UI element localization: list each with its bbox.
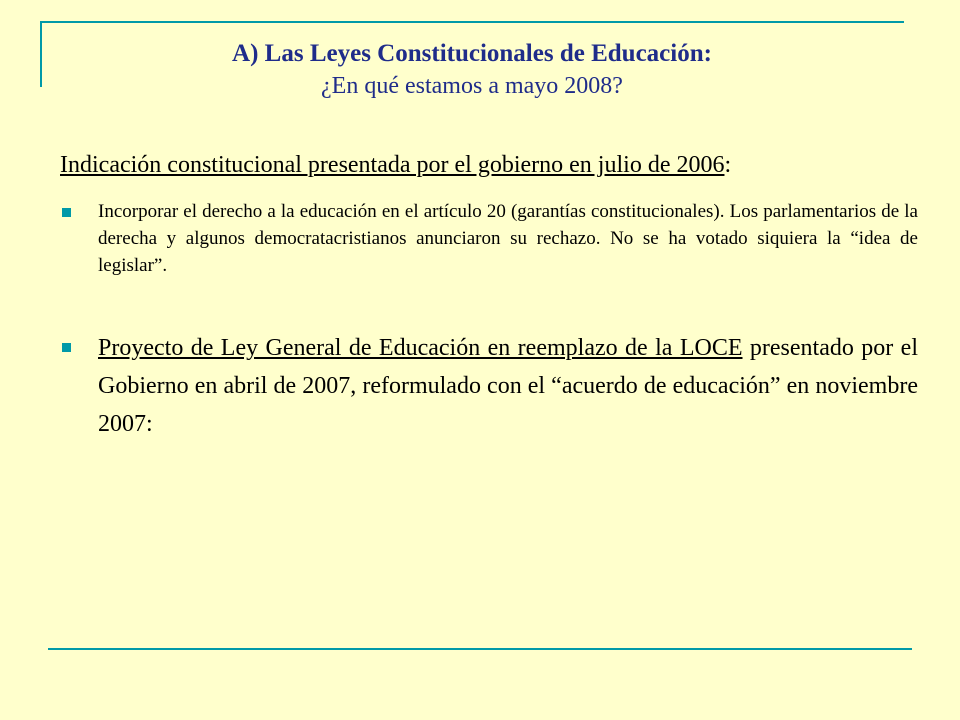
bullet-underlined-text: Proyecto de Ley General de Educación en reemplazo de la LOCE (98, 335, 743, 361)
square-bullet-icon (62, 343, 71, 352)
bullet-item-lge (60, 329, 918, 443)
title-main: A) Las Leyes Constitucionales de Educación: (232, 40, 712, 67)
square-bullet-icon (62, 208, 71, 217)
title-subtitle: ¿En qué estamos a mayo 2008? (321, 73, 623, 99)
bullet-item-constitutional (60, 198, 918, 279)
bullet-text: presentado por el Gobierno en abril de 2007, reformulado con el “acuerdo de educación” en noviembre 2007: (98, 335, 918, 437)
top-rule (40, 21, 904, 23)
bottom-rule (48, 648, 912, 650)
intro-underlined-text: Indicación constitucional presentada por el gobierno en julio de 2006 (60, 152, 725, 178)
intro-colon: : (724, 152, 732, 178)
intro-paragraph (60, 146, 918, 184)
slide-title (40, 38, 904, 102)
bullet-text: Incorporar el derecho a la educación en el artículo 20 (garantías constitucionales). Los parlamentarios de la derecha y algunos democratacristianos anunciaron su rechazo. No se ha votado siquiera la “idea de legislar”. (98, 201, 918, 276)
slide-content (60, 146, 918, 443)
